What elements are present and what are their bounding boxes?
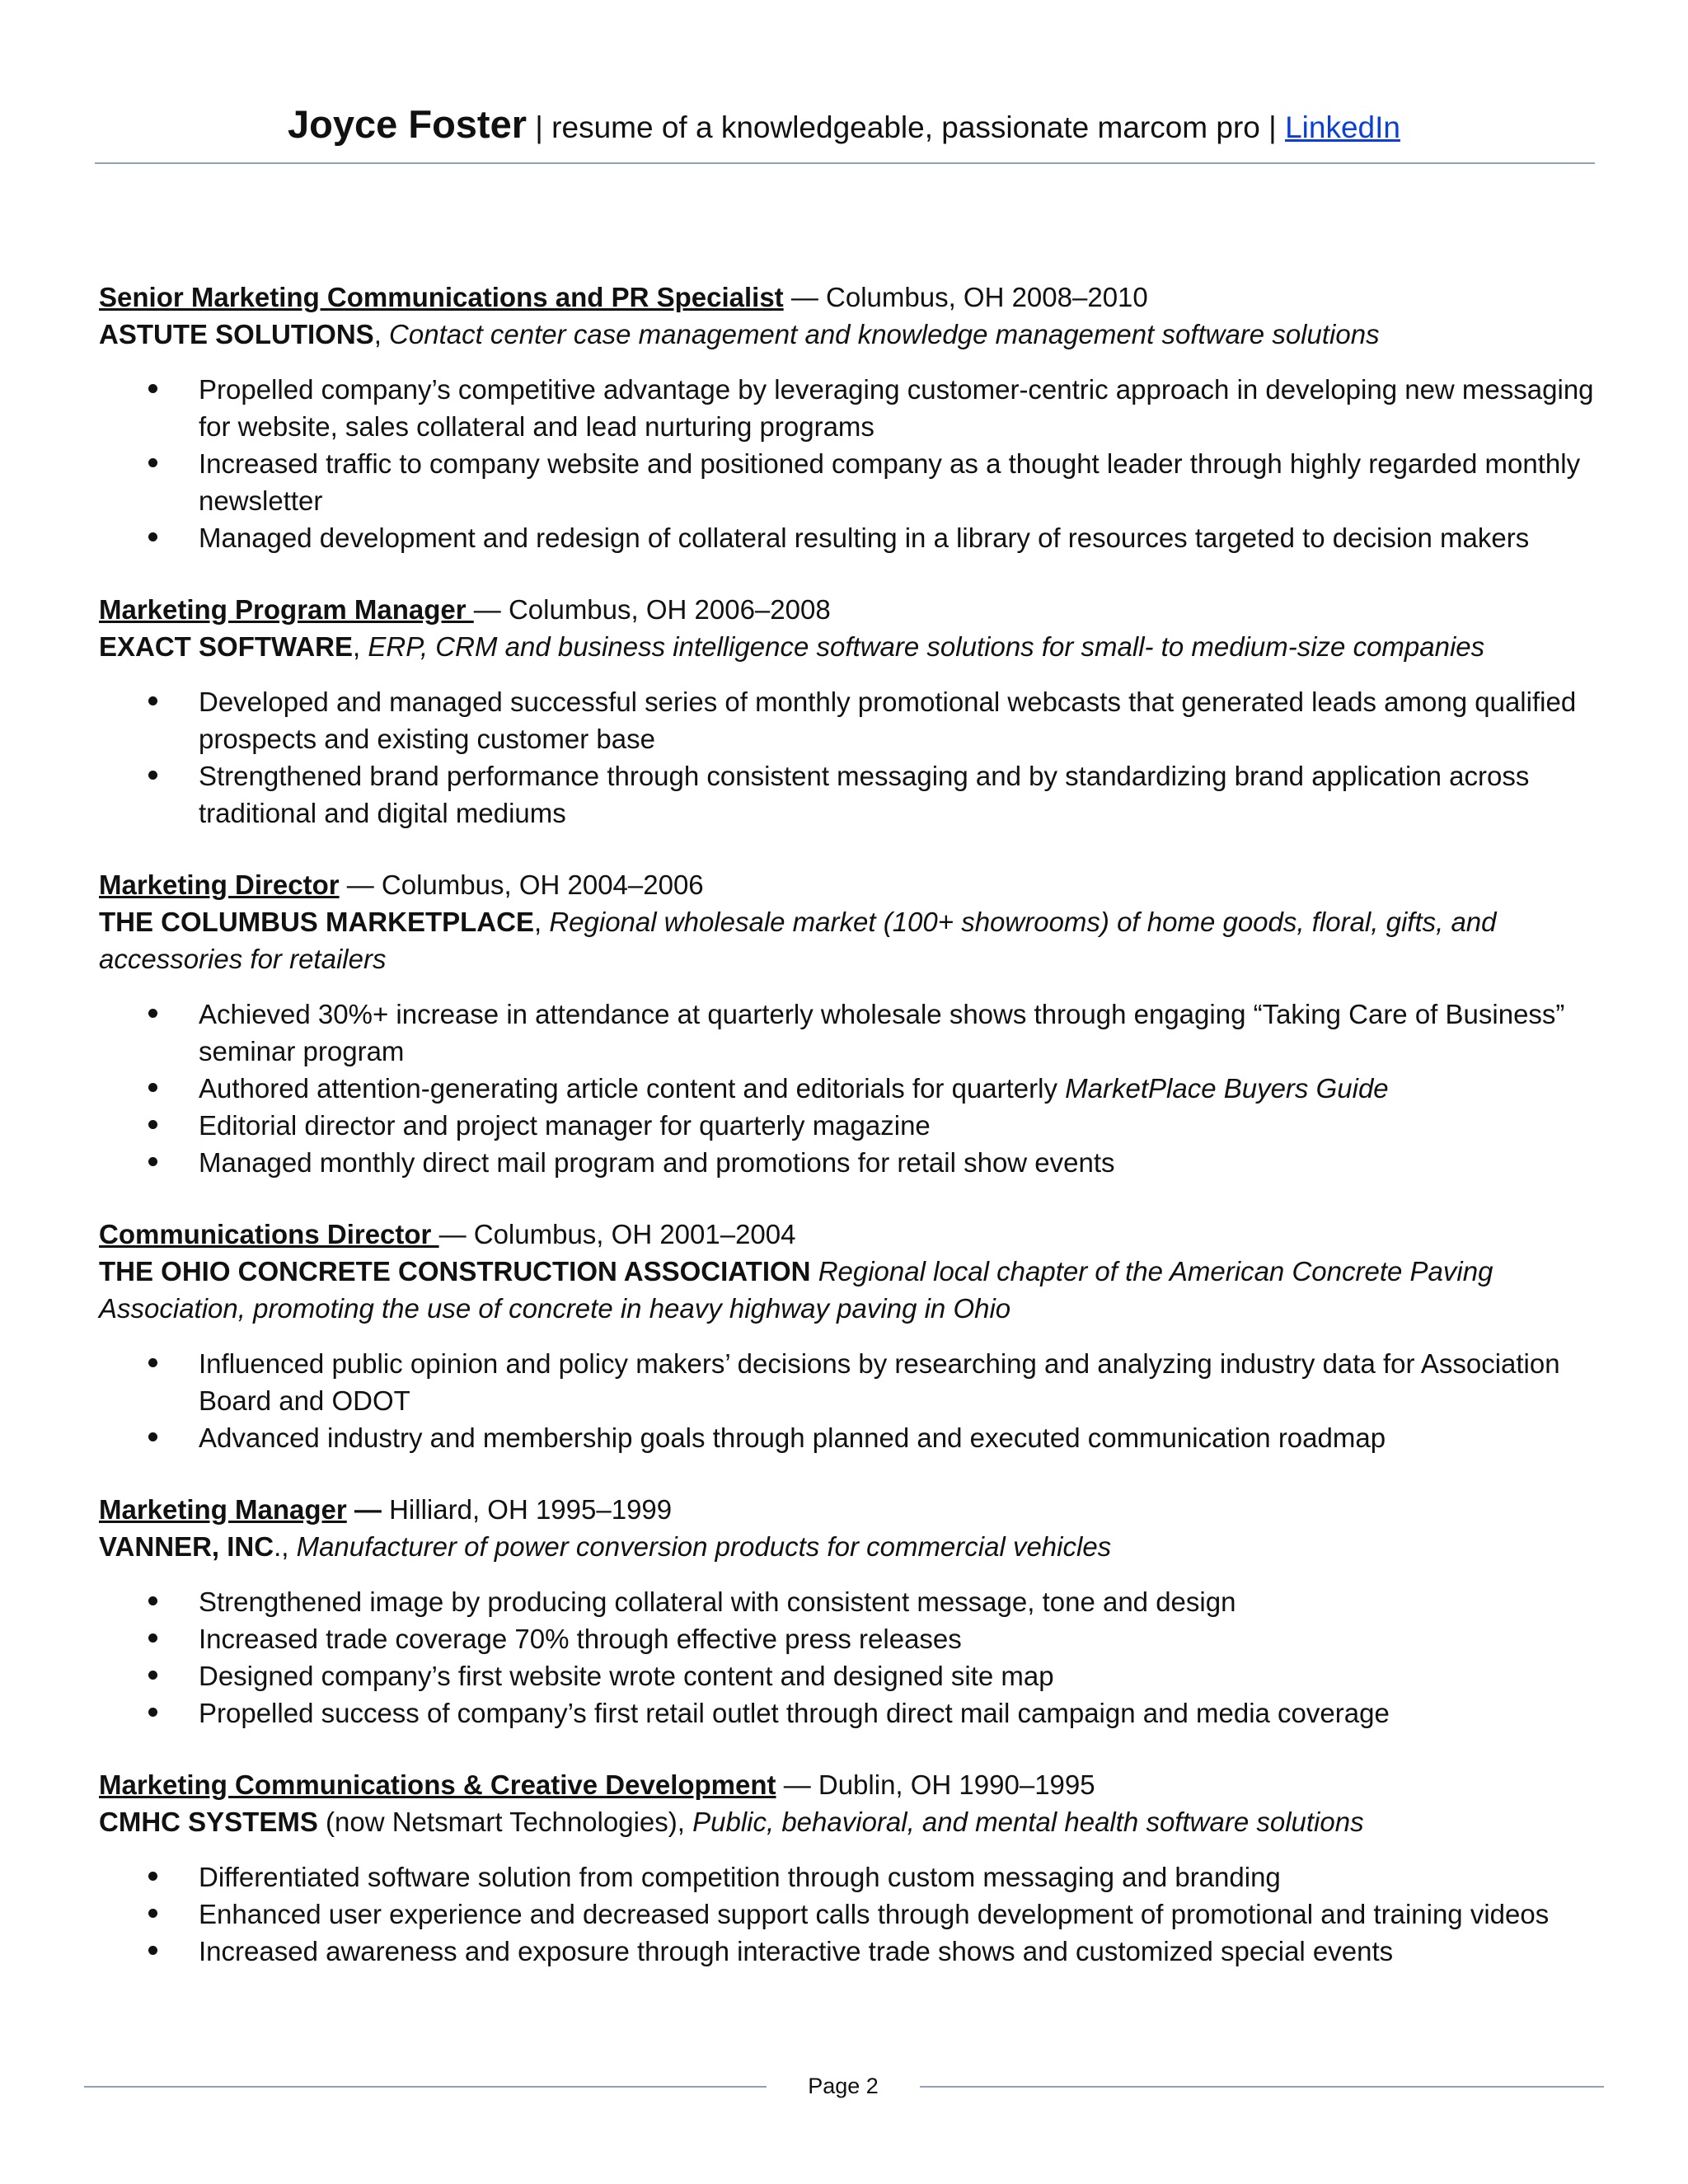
bullet-dot xyxy=(148,1708,157,1717)
company-name: CMHC SYSTEMS xyxy=(99,1807,318,1837)
bullet-item xyxy=(99,1107,1599,1144)
bullet-text: Strengthened image by producing collateral with consistent message, tone and design xyxy=(199,1586,1236,1617)
company-description: ERP, CRM and business intelligence software solutions for small- to medium-size companies xyxy=(368,631,1485,662)
bullet-dot xyxy=(148,384,157,393)
bullet-text: Developed and managed successful series of monthly promotional webcasts that generated leads among qualified prospects and existing customer base xyxy=(199,687,1577,754)
job-company-line xyxy=(99,316,1599,353)
job-location-dates: — Columbus, OH 2008–2010 xyxy=(783,282,1148,312)
bullet-item xyxy=(99,1583,1599,1620)
job-title-line xyxy=(99,866,1599,903)
job-entry xyxy=(99,1766,1599,1970)
candidate-name: Joyce Foster xyxy=(288,102,528,146)
bullet-dot xyxy=(148,696,157,705)
job-entry xyxy=(99,866,1599,1181)
bullet-item xyxy=(99,445,1599,519)
bullet-item xyxy=(99,519,1599,556)
bullet-dot xyxy=(148,1009,157,1018)
bullet-dot xyxy=(148,1633,157,1643)
header-divider xyxy=(95,162,1595,164)
bullet-text: Increased trade coverage 70% through effective press releases xyxy=(199,1624,962,1654)
company-separator: (now Netsmart Technologies), xyxy=(317,1807,693,1837)
company-separator: ., xyxy=(274,1531,297,1562)
bullet-item xyxy=(99,1694,1599,1732)
bullet-item xyxy=(99,1070,1599,1107)
company-description: Regional local chapter of the American Concrete Paving Association, promoting the use of concrete in heavy highway paving in Ohio xyxy=(99,1256,1493,1324)
page-number: Page 2 xyxy=(808,2074,879,2098)
job-location-dates: — Dublin, OH 1990–1995 xyxy=(776,1769,1095,1800)
job-bullets xyxy=(99,1583,1599,1732)
bullet-item xyxy=(99,996,1599,1070)
bullet-dot xyxy=(148,1596,157,1605)
company-name: THE OHIO CONCRETE CONSTRUCTION ASSOCIATION xyxy=(99,1256,811,1286)
job-bullets xyxy=(99,683,1599,832)
job-location-dates: — Columbus, OH 2001–2004 xyxy=(438,1219,796,1249)
bullet-item xyxy=(99,1933,1599,1970)
job-company-line xyxy=(99,1803,1599,1840)
job-title-line xyxy=(99,1766,1599,1803)
company-description: Public, behavioral, and mental health software solutions xyxy=(692,1807,1364,1837)
publication-title: MarketPlace Buyers Guide xyxy=(1065,1073,1389,1104)
bullet-dot xyxy=(148,1946,157,1955)
company-separator: , xyxy=(353,631,368,662)
company-separator: , xyxy=(373,319,390,349)
bullet-dot xyxy=(148,1120,157,1129)
bullet-dot xyxy=(148,1909,157,1918)
bullet-dot xyxy=(148,1872,157,1881)
bullet-dot xyxy=(148,532,157,541)
bullet-item xyxy=(99,1144,1599,1181)
bullet-item xyxy=(99,683,1599,757)
job-company-line xyxy=(99,903,1599,977)
bullet-item xyxy=(99,1657,1599,1694)
bullet-text: Increased awareness and exposure through interactive trade shows and customized special events xyxy=(199,1936,1394,1966)
bullet-dot xyxy=(148,771,157,780)
job-title-line xyxy=(99,1216,1599,1253)
bullet-item xyxy=(99,1858,1599,1896)
company-description: Manufacturer of power conversion products for commercial vehicles xyxy=(296,1531,1112,1562)
job-location-dates: Hilliard, OH 1995–1999 xyxy=(381,1494,673,1525)
bullet-dot xyxy=(148,1432,157,1441)
job-entry xyxy=(99,591,1599,832)
bullet-text: Increased traffic to company website and positioned company as a thought leader through highly regarded monthly newsletter xyxy=(199,448,1581,516)
bullet-dot xyxy=(148,1083,157,1092)
bullet-item xyxy=(99,371,1599,445)
bullet-text: Propelled company’s competitive advantage by leveraging customer-centric approach in developing new messaging for website, sales collateral and lead nurturing programs xyxy=(199,374,1594,442)
job-title: Communications Director xyxy=(99,1219,439,1249)
company-separator xyxy=(811,1256,818,1286)
bullet-text: Propelled success of company’s first retail outlet through direct mail campaign and media coverage xyxy=(199,1698,1390,1728)
footer-divider-left xyxy=(84,2086,767,2088)
job-title: Marketing Communications & Creative Development xyxy=(99,1769,776,1800)
bullet-item xyxy=(99,1896,1599,1933)
bullet-dot xyxy=(148,1358,157,1367)
bullet-text: Advanced industry and membership goals through planned and executed communication roadmap xyxy=(199,1422,1386,1453)
job-title-line xyxy=(99,1491,1599,1528)
linkedin-link[interactable]: LinkedIn xyxy=(1285,110,1400,144)
header-tagline: | resume of a knowledgeable, passionate marcom pro | xyxy=(527,110,1286,144)
bullet-text: Managed monthly direct mail program and promotions for retail show events xyxy=(199,1147,1115,1178)
company-description: Contact center case management and knowledge management software solutions xyxy=(389,319,1380,349)
resume-header xyxy=(0,104,1688,148)
bullet-item xyxy=(99,1620,1599,1657)
bullet-item xyxy=(99,1419,1599,1456)
bullet-item xyxy=(99,757,1599,832)
job-title-line xyxy=(99,279,1599,316)
job-entry xyxy=(99,1491,1599,1732)
company-name: ASTUTE SOLUTIONS xyxy=(99,319,374,349)
job-company-line xyxy=(99,1528,1599,1565)
job-location-dates: — Columbus, OH 2004–2006 xyxy=(339,869,704,900)
job-title: Marketing Director xyxy=(99,869,340,900)
company-name: VANNER, INC xyxy=(99,1531,274,1562)
bullet-text: Editorial director and project manager for quarterly magazine xyxy=(199,1110,931,1141)
bullet-text: Differentiated software solution from competition through custom messaging and branding xyxy=(199,1862,1281,1892)
job-title: Marketing Manager xyxy=(99,1494,347,1525)
bullet-text: Managed development and redesign of collateral resulting in a library of resources targeted to decision makers xyxy=(199,523,1530,553)
company-description: Regional wholesale market (100+ showrooms) of home goods, floral, gifts, and accessories for retailers xyxy=(99,907,1497,974)
job-company-line xyxy=(99,1253,1599,1327)
job-company-line xyxy=(99,628,1599,665)
bullet-item xyxy=(99,1345,1599,1419)
job-bullets xyxy=(99,996,1599,1181)
bullet-text: Influenced public opinion and policy makers’ decisions by researching and analyzing industry data for Association Board and ODOT xyxy=(199,1348,1560,1416)
job-location-dates: — Columbus, OH 2006–2008 xyxy=(473,594,831,625)
bullet-dot xyxy=(148,458,157,467)
job-title: Senior Marketing Communications and PR Specialist xyxy=(99,282,784,312)
company-name: THE COLUMBUS MARKETPLACE xyxy=(99,907,534,937)
job-title-line xyxy=(99,591,1599,628)
bullet-text: Strengthened brand performance through consistent messaging and by standardizing brand application across traditional and digital mediums xyxy=(199,761,1530,828)
job-entry xyxy=(99,279,1599,556)
job-entry xyxy=(99,1216,1599,1456)
bullet-text: Authored attention-generating article content and editorials for quarterly xyxy=(199,1073,1066,1104)
job-bullets xyxy=(99,1345,1599,1456)
bullet-text: Enhanced user experience and decreased support calls through development of promotional and training videos xyxy=(199,1899,1550,1929)
experience-section xyxy=(99,279,1599,2004)
footer-divider-right xyxy=(920,2086,1604,2088)
job-bullets xyxy=(99,1858,1599,1970)
bullet-text: Designed company’s first website wrote content and designed site map xyxy=(199,1661,1054,1691)
company-separator: , xyxy=(533,907,550,937)
job-bullets xyxy=(99,371,1599,556)
job-title-dash: — xyxy=(346,1494,382,1525)
company-name: EXACT SOFTWARE xyxy=(99,631,354,662)
job-title: Marketing Program Manager xyxy=(99,594,474,625)
bullet-dot xyxy=(148,1157,157,1166)
bullet-dot xyxy=(148,1671,157,1680)
bullet-text: Achieved 30%+ increase in attendance at quarterly wholesale shows through engaging “Taking Care of Business” seminar program xyxy=(199,999,1565,1066)
